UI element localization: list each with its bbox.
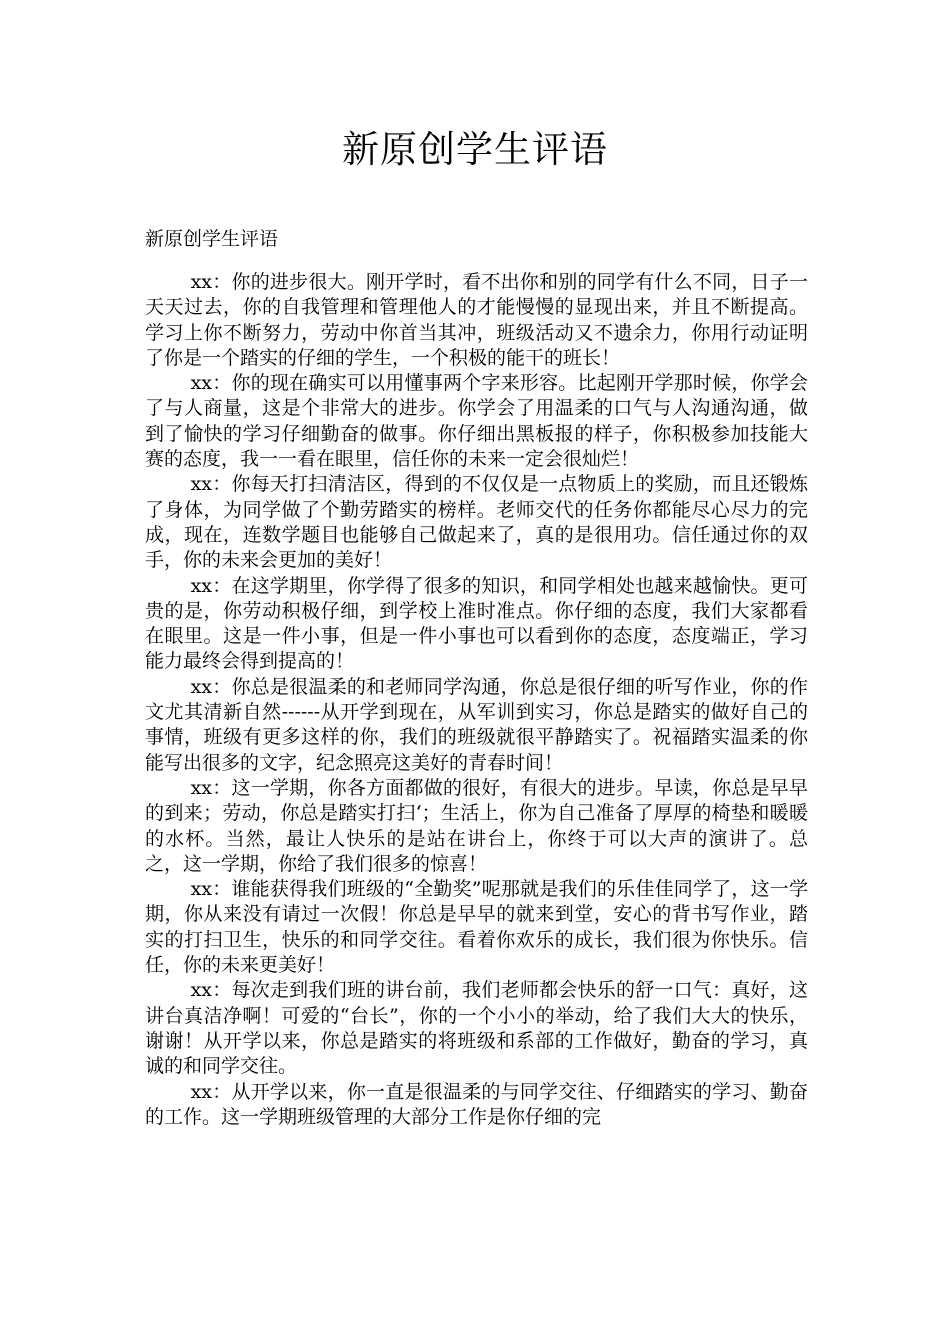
document-title: 新原创学生评语 — [342, 128, 608, 171]
comment-paragraph: xx：你每天打扫清洁区，得到的不仅仅是一点物质上的奖励，而且还锻炼了身体，为同学做了个勤劳踏实的榜样。老师交代的任务你都能尽心尽力的完成，现在，连数学题目也能够自己做起来了，真的是很用功。信任通过你的双手，你的未来会更加的美好！ — [145, 473, 808, 572]
comment-paragraph: xx：每次走到我们班的讲台前，我们老师都会快乐的舒一口气：真好，这讲台真洁净啊！可爱的“台长”，你的一个小小的举动，给了我们大大的快乐，谢谢！从开学以来，你总是踏实的将班级和系部的工作做好，勤奋的学习，真诚的和同学交往。 — [145, 979, 808, 1078]
document-body — [145, 270, 808, 1130]
comment-paragraph: xx：从开学以来，你一直是很温柔的与同学交往、仔细踏实的学习、勤奋的工作。这一学期班级管理的大部分工作是你仔细的完 — [145, 1080, 808, 1128]
comment-paragraph: xx：在这学期里，你学得了很多的知识，和同学相处也越来越愉快。更可贵的是，你劳动积极仔细，到学校上准时准点。你仔细的态度，我们大家都看在眼里。这是一件小事，但是一件小事也可以看到你的态度，态度端正，学习能力最终会得到提高的！ — [145, 574, 808, 673]
comment-paragraph: xx：谁能获得我们班级的“全勤奖”呢那就是我们的乐佳佳同学了，这一学期，你从来没有请过一次假！你总是早早的就来到堂，安心的背书写作业，踏实的打扫卫生，快乐的和同学交往。看着你欢乐的成长，我们很为你快乐。信任，你的未来更美好！ — [145, 878, 808, 977]
comment-paragraph: xx：你的现在确实可以用懂事两个字来形容。比起刚开学那时候，你学会了与人商量，这是个非常大的进步。你学会了用温柔的口气与人沟通沟通，做到了愉快的学习仔细勤奋的做事。你仔细出黑板报的样子，你积极参加技能大赛的态度，我一一看在眼里，信任你的未来一定会很灿烂！ — [145, 372, 808, 471]
comment-paragraph: xx：这一学期，你各方面都做的很好，有很大的进步。早读，你总是早早的到来；劳动，你总是踏实打扫‘；生活上，你为自己准备了厚厚的椅垫和暖暖的水杯。当然，最让人快乐的是站在讲台上，你终于可以大声的演讲了。总之，这一学期，你给了我们很多的惊喜！ — [145, 776, 808, 875]
comment-paragraph: xx：你总是很温柔的和老师同学沟通，你总是很仔细的听写作业，你的作文尤其清新自然------从开学到现在，从军训到实习，你总是踏实的做好自己的事情，班级有更多这样的你，我们的班级就很平静踏实了。祝福踏实温柔的你能写出很多的文字，纪念照亮这美好的青春时间！ — [145, 675, 808, 774]
document-subtitle: 新原创学生评语 — [145, 228, 279, 250]
comment-paragraph: xx：你的进步很大。刚开学时，看不出你和别的同学有什么不同，日子一天天过去，你的自我管理和管理他人的才能慢慢的显现出来，并且不断提高。学习上你不断努力，劳动中你首当其冲，班级活动又不遗余力，你用行动证明了你是一个踏实的仔细的学生，一个积极的能干的班长！ — [145, 271, 808, 369]
